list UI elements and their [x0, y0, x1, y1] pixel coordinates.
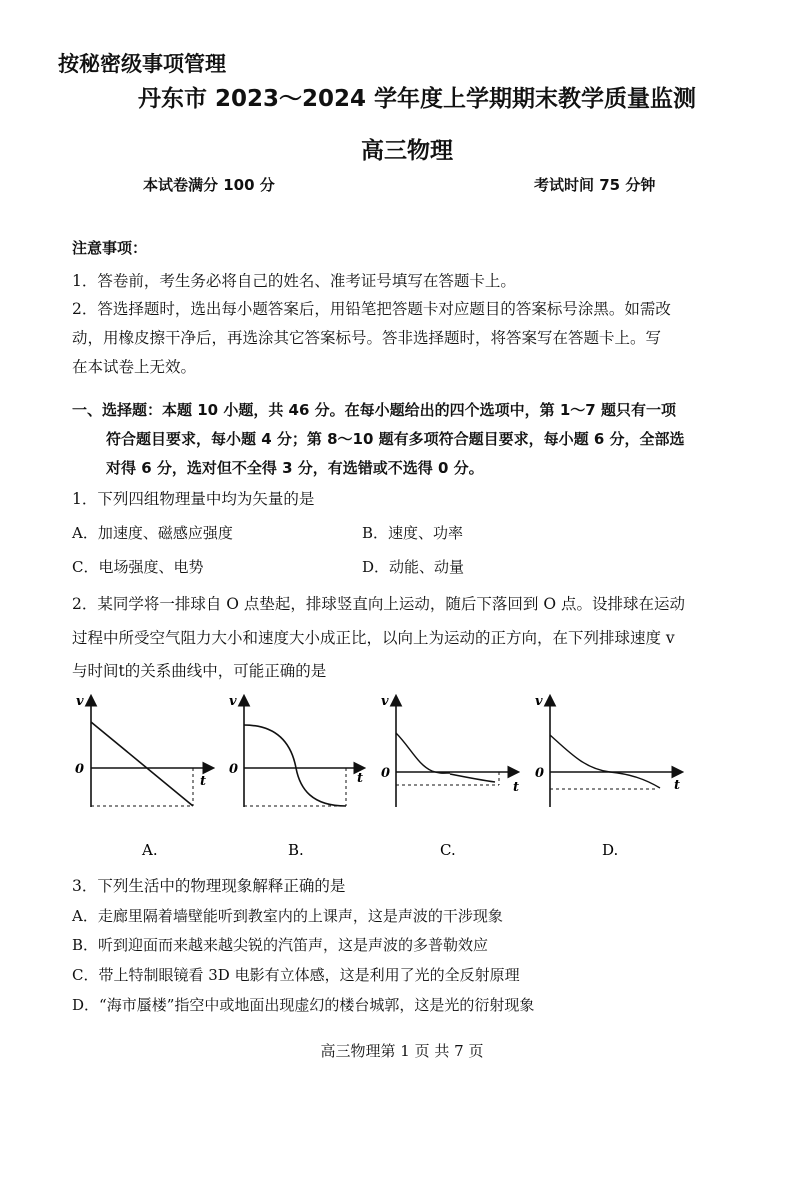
q3-option-c: C．带上特制眼镜看 3D 电影有立体感，这是利用了光的全反射原理	[72, 966, 520, 984]
graph-c-t-label: t	[513, 780, 520, 795]
q1-option-b: B．速度、功率	[362, 524, 464, 542]
graph-b-v-label: v	[229, 694, 237, 709]
graph-a-origin-label: 0	[75, 762, 85, 777]
graph-d-curve	[550, 735, 660, 788]
q1-option-d: D．动能、动量	[362, 558, 465, 576]
q2-line-1: 2．某同学将一排球自 O 点垫起，排球竖直向上运动，随后下落回到 O 点。设排球在运动	[72, 595, 685, 613]
graph-c-v-label: v	[381, 694, 389, 709]
notice-item-1: 1．答卷前，考生务必将自己的姓名、准考证号填写在答题卡上。	[72, 272, 516, 290]
notice-item-2-line-2: 动，用橡皮擦干净后，再选涂其它答案标号。答非选择题时，将答案写在答题卡上。写	[72, 329, 662, 347]
graph-d-origin-label: 0	[535, 766, 545, 781]
graph-d-t-label: t	[674, 778, 681, 793]
q3-option-d: D．“海市蜃楼”指空中或地面出现虚幻的楼台城郭，这是光的衍射现象	[72, 996, 535, 1014]
section-1-line-3: 对得 6 分，选对但不全得 3 分，有选错或不选得 0 分。	[106, 459, 484, 477]
q1-stem: 1．下列四组物理量中均为矢量的是	[72, 490, 315, 508]
graph-b-t-label: t	[357, 771, 364, 786]
graph-b-curve	[244, 725, 346, 806]
notice-heading: 注意事项：	[72, 239, 148, 257]
q3-stem: 3．下列生活中的物理现象解释正确的是	[72, 877, 346, 895]
section-1-line-2: 符合题目要求，每小题 4 分；第 8～10 题有多项符合题目要求，每小题 6 分，全部选	[106, 430, 685, 448]
graph-b-origin-label: 0	[229, 762, 239, 777]
page-footer: 高三物理第 1 页 共 7 页	[320, 1042, 484, 1060]
q1-option-a: A．加速度、磁感应强度	[72, 524, 233, 542]
q2-graphs	[0, 685, 794, 865]
graph-a-caption: A.	[142, 841, 158, 859]
graph-c-curve-up	[396, 733, 450, 773]
graph-a-curve	[91, 722, 193, 806]
q3-option-b: B．听到迎面而来越来越尖锐的汽笛声，这是声波的多普勒效应	[72, 936, 489, 954]
graph-d	[535, 694, 681, 859]
section-1-line-1: 一、选择题：本题 10 小题，共 46 分。在每小题给出的四个选项中，第 1～7 题只有一项	[72, 401, 676, 419]
notice-item-2-line-3: 在本试卷上无效。	[72, 358, 197, 376]
notice-item-2-line-1: 2．答选择题时，选出每小题答案后，用铅笔把答题卡对应题目的答案标号涂黑。如需改	[72, 300, 671, 318]
full-score: 本试卷满分 100 分	[143, 176, 275, 194]
q2-line-2: 过程中所受空气阻力大小和速度大小成正比，以向上为运动的正方向，在下列排球速度 v	[72, 629, 675, 647]
graph-c-curve-down	[450, 774, 495, 782]
graph-a-t-label: t	[200, 774, 207, 789]
graph-a	[75, 694, 212, 859]
graph-c	[381, 694, 519, 859]
graph-c-caption: C.	[440, 841, 456, 859]
graph-d-caption: D.	[602, 841, 619, 859]
subject-title: 高三物理	[361, 138, 453, 164]
q3-option-a: A．走廊里隔着墙壁能听到教室内的上课声，这是声波的干涉现象	[72, 907, 503, 925]
graph-b-caption: B.	[288, 841, 304, 859]
exam-title: 丹东市 2023～2024 学年度上学期期末教学质量监测	[137, 86, 697, 112]
graph-d-v-label: v	[535, 694, 543, 709]
graph-c-origin-label: 0	[381, 766, 391, 781]
exam-time: 考试时间 75 分钟	[534, 176, 656, 194]
graph-b	[229, 694, 363, 859]
graph-a-v-label: v	[76, 694, 84, 709]
q1-option-c: C．电场强度、电势	[72, 558, 204, 576]
q2-graphs-svg	[0, 685, 794, 865]
q2-line-3: 与时间t的关系曲线中，可能正确的是	[72, 662, 327, 680]
confidentiality-label: 按秘密级事项管理	[58, 52, 226, 76]
